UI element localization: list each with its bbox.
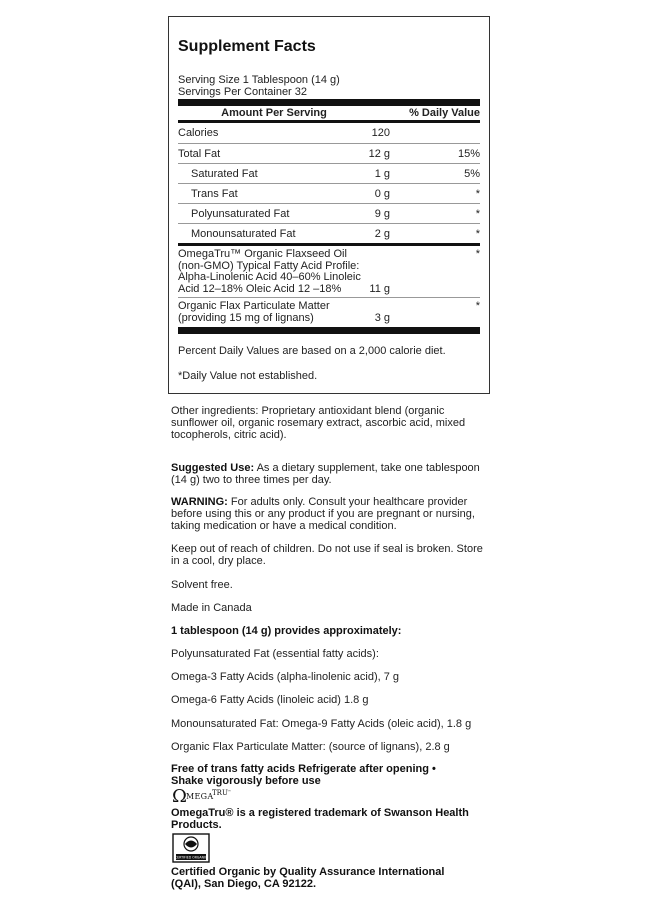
nutrient-name: Calories	[178, 127, 219, 139]
nutrient-row	[178, 203, 480, 223]
qai-certified-organic-logo	[172, 833, 210, 868]
nutrient-dv: 15%	[457, 147, 480, 160]
nutrient-amount: 1 g	[374, 167, 390, 180]
nutrient-row	[178, 143, 480, 163]
header-amount: Amount Per Serving	[221, 107, 327, 119]
nutrient-name: Monounsaturated Fat	[191, 227, 296, 240]
trademark-text: OmegaTru® is a registered trademark of Swanson Health Products.	[171, 807, 469, 831]
nutrient-row	[178, 183, 480, 203]
ingredient-amount: 11 g	[369, 282, 390, 295]
serving-info	[178, 74, 480, 98]
suggested-use	[171, 462, 491, 486]
nutrient-name: Trans Fat	[191, 187, 238, 200]
thick-divider	[178, 327, 480, 334]
svg-text:CERTIFIED ORGANIC: CERTIFIED ORGANIC	[174, 855, 208, 860]
nutrient-dv: 5%	[464, 167, 480, 180]
serving-size: Serving Size 1 Tablespoon (14 g)	[178, 74, 340, 86]
ingredient-dv: *	[475, 300, 480, 312]
servings-per-container: Servings Per Container 32	[178, 86, 308, 98]
nutrient-row	[178, 223, 480, 243]
nutrient-amount: 0 g	[374, 187, 390, 200]
solvent-free-text: Solvent free.	[171, 579, 233, 591]
provides-item: Organic Flax Particulate Matter: (source of lignans), 2.8 g	[171, 741, 450, 753]
provides-item: Monounsaturated Fat: Omega-9 Fatty Acids (oleic acid), 1.8 g	[171, 718, 472, 730]
svg-text:MEGA: MEGA	[186, 792, 214, 801]
made-in-text: Made in Canada	[171, 602, 252, 614]
provides-item: Omega-3 Fatty Acids (alpha-linolenic acid), 7 g	[171, 671, 400, 683]
nutrient-amount: 9 g	[374, 207, 390, 220]
ingredient-name: OmegaTru™ Organic Flaxseed Oil (non-GMO) Typical Fatty Acid Profile: Alpha-Linolenic Acid 40–60% Linoleic Acid 12–18% Oleic Acid 12 –18%	[178, 248, 361, 295]
warning-label: WARNING:	[171, 496, 228, 508]
nutrient-name: Total Fat	[178, 147, 221, 160]
warning	[171, 496, 491, 532]
other-ingredients: Other ingredients: Proprietary antioxidant blend (organic sunflower oil, organic rosemary extract, ascorbic acid, mixed tocopherols, citric acid).	[171, 405, 466, 441]
provides-item: Omega-6 Fatty Acids (linoleic acid) 1.8 g	[171, 694, 369, 706]
suggested-use-text: As a dietary supplement, take one tablespoon (14 g) two to three times per day.	[171, 462, 480, 486]
header-daily-value: % Daily Value	[409, 107, 480, 119]
provides-item: Polyunsaturated Fat (essential fatty acids):	[171, 648, 379, 660]
supplement-facts-panel	[168, 16, 490, 394]
keep-out-text: Keep out of reach of children. Do not use if seal is broken. Store in a cool, dry place.	[171, 543, 483, 567]
nutrient-dv: *	[475, 227, 480, 240]
warning-text: For adults only. Consult your healthcare provider before using this or any product if you are pregnant or nursing, taking medication or have a medical condition.	[171, 496, 475, 532]
nutrient-row	[178, 163, 480, 183]
nutrient-dv: *	[475, 207, 480, 220]
footnote-daily-values: Percent Daily Values are based on a 2,000 calorie diet.	[178, 345, 446, 357]
svg-text:TRU: TRU	[212, 789, 228, 797]
nutrient-row	[178, 123, 480, 143]
facts-header-row	[178, 107, 480, 120]
suggested-use-label: Suggested Use:	[171, 462, 255, 474]
thick-divider	[178, 99, 480, 106]
nutrient-dv: *	[475, 187, 480, 200]
provides-heading: 1 tablespoon (14 g) provides approximately:	[171, 625, 402, 637]
ingredient-block	[178, 297, 480, 326]
nutrient-amount: 120	[371, 127, 390, 139]
nutrient-amount: 2 g	[374, 227, 390, 240]
facts-title: Supplement Facts	[178, 38, 316, 55]
nutrient-amount: 12 g	[368, 147, 390, 160]
svg-text:™: ™	[227, 789, 231, 794]
free-of-text: Free of trans fatty acids Refrigerate after opening • Shake vigorously before use	[171, 763, 436, 787]
certified-organic-text: Certified Organic by Quality Assurance International (QAI), San Diego, CA 92122.	[171, 866, 445, 890]
nutrient-name: Saturated Fat	[191, 167, 258, 180]
svg-text:Ω: Ω	[172, 786, 187, 806]
ingredient-amount: 3 g	[374, 311, 390, 324]
ingredient-dv: *	[475, 248, 480, 260]
ingredient-block	[178, 246, 480, 297]
ingredient-name: Organic Flax Particulate Matter (providing 15 mg of lignans)	[178, 300, 330, 324]
nutrient-name: Polyunsaturated Fat	[191, 207, 290, 220]
footnote-not-established: *Daily Value not established.	[178, 370, 318, 382]
